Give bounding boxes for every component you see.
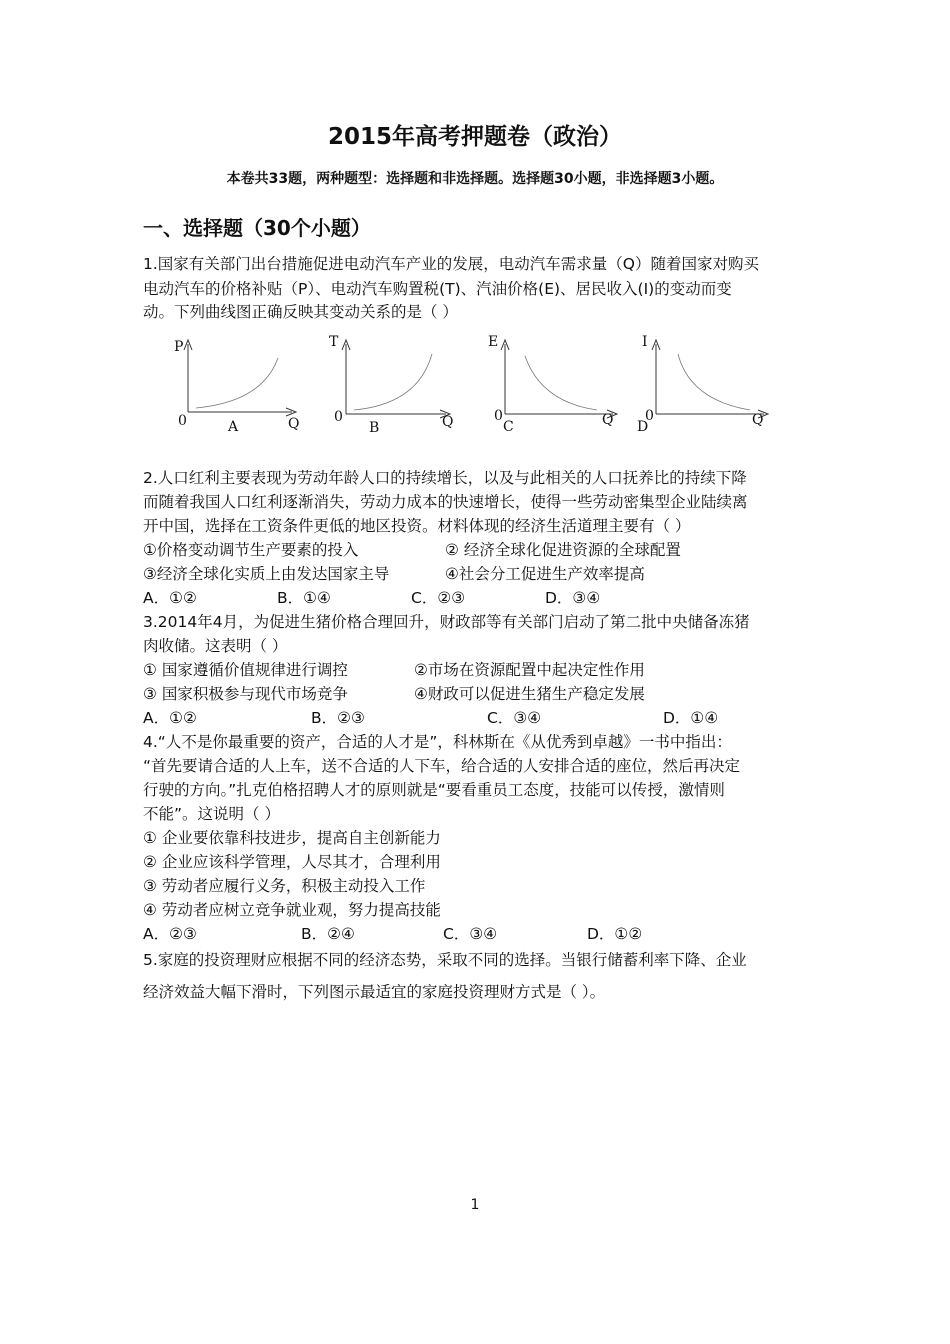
q2-option-c: C．②③ [411, 589, 466, 607]
origin-label: 0 [334, 409, 343, 425]
q3-option-c: C．③④ [487, 709, 542, 727]
x-axis-label: Q [288, 416, 300, 432]
x-axis-label: Q [602, 412, 614, 428]
q3-option-d: D．①④ [663, 709, 719, 727]
q5-line1: 5.家庭的投资理财应根据不同的经济态势，采取不同的选择。当银行储蓄利率下降、企业 [143, 951, 747, 969]
q3-statement-4: ④财政可以促进生猪生产稳定发展 [414, 685, 645, 703]
demand-curve [525, 356, 597, 410]
q3-statement-2: ②市场在资源配置中起决定性作用 [414, 661, 645, 679]
exam-instructions: 本卷共33题，两种题型：选择题和非选择题。选择题30小题，非选择题3小题。 [226, 171, 724, 187]
option-label: C [503, 419, 514, 435]
q1-line2: 电动汽车的价格补贴（P）、电动汽车购置税(T)、汽油价格(E)、居民收入(I)的变动而变 [143, 280, 732, 298]
page-title: 2015年高考押题卷（政治） [327, 124, 622, 150]
q4-option-d: D．①② [587, 925, 643, 943]
demand-curve [678, 354, 750, 410]
q3-statement-3: ③ 国家积极参与现代市场竞争 [143, 685, 348, 703]
q4-statement-3: ③ 劳动者应履行义务，积极主动投入工作 [143, 877, 426, 895]
q2-statement-2: ② 经济全球化促进资源的全球配置 [445, 541, 681, 559]
q4-line1: 4.“人不是你最重要的资产，合适的人才是”，科林斯在《从优秀到卓越》一书中指出： [143, 733, 732, 751]
q1-line3: 动。下列曲线图正确反映其变动关系的是（ ） [143, 303, 458, 321]
demand-curve [196, 358, 278, 408]
q4-line2: “首先要请合适的人上车，送不合适的人下车，给合适的人安排合适的座位，然后再决定 [143, 757, 741, 775]
origin-label: 0 [645, 408, 654, 424]
q4-statement-1: ① 企业要依靠科技进步，提高自主创新能力 [143, 829, 441, 847]
y-axis-label: E [488, 334, 499, 350]
page-number: 1 [470, 1197, 480, 1213]
q3-line1: 3.2014年4月，为促进生猪价格合理回升，财政部等有关部门启动了第二批中央储备冻猪 [143, 613, 750, 631]
q2-statement-3: ③经济全球化实质上由发达国家主导 [143, 565, 390, 583]
graph-b [328, 330, 478, 440]
q3-option-a: A．①② [143, 709, 197, 727]
x-axis-label: Q [442, 414, 454, 430]
y-axis-label: I [642, 334, 648, 350]
x-axis-label: Q [752, 412, 764, 428]
q4-option-c: C．③④ [443, 925, 498, 943]
option-label: A [228, 419, 239, 435]
graph-d [636, 330, 786, 440]
q2-line2: 而随着我国人口红利逐渐消失，劳动力成本的快速增长，使得一些劳动密集型企业陆续离 [143, 493, 748, 511]
q4-statement-4: ④ 劳动者应树立竞争就业观，努力提高技能 [143, 901, 441, 919]
q3-option-b: B．②③ [311, 709, 365, 727]
q2-line3: 开中国，选择在工资条件更低的地区投资。材料体现的经济生活道理主要有（ ） [143, 517, 691, 535]
q3-line2: 肉收储。这表明（ ） [143, 637, 288, 655]
q4-option-a: A．②③ [143, 925, 197, 943]
q2-line1: 2.人口红利主要表现为劳动年龄人口的持续增长，以及与此相关的人口抚养比的持续下降 [143, 469, 747, 487]
q4-line3: 行驶的方向。”扎克伯格招聘人才的原则就是“要看重员工态度，技能可以传授，激情则 [143, 781, 725, 799]
q2-statement-4: ④社会分工促进生产效率提高 [445, 565, 645, 583]
q2-option-d: D．③④ [545, 589, 601, 607]
q1-line1: 1.国家有关部门出台措施促进电动汽车产业的发展，电动汽车需求量（Q）随着国家对购买 [143, 255, 759, 273]
q2-statement-1: ①价格变动调节生产要素的投入 [143, 541, 359, 559]
graph-a [172, 330, 322, 440]
origin-label: 0 [178, 413, 187, 429]
q3-statement-1: ① 国家遵循价值规律进行调控 [143, 661, 348, 679]
graph-c [485, 330, 635, 440]
option-label: B [369, 420, 380, 436]
option-label: D [637, 419, 649, 435]
q2-option-a: A．①② [143, 589, 197, 607]
demand-curve [354, 354, 432, 410]
q4-statement-2: ② 企业应该科学管理，人尽其才，合理利用 [143, 853, 441, 871]
q4-line4: 不能”。这说明（ ） [143, 805, 280, 823]
y-axis-label: P [174, 339, 184, 355]
q4-option-b: B．②④ [301, 925, 355, 943]
q2-option-b: B．①④ [277, 589, 331, 607]
q5-line2: 经济效益大幅下滑时，下列图示最适宜的家庭投资理财方式是（ ）。 [143, 983, 606, 1001]
origin-label: 0 [494, 408, 503, 424]
y-axis-label: T [329, 334, 339, 350]
section-heading: 一、选择题（30个小题） [143, 216, 371, 240]
